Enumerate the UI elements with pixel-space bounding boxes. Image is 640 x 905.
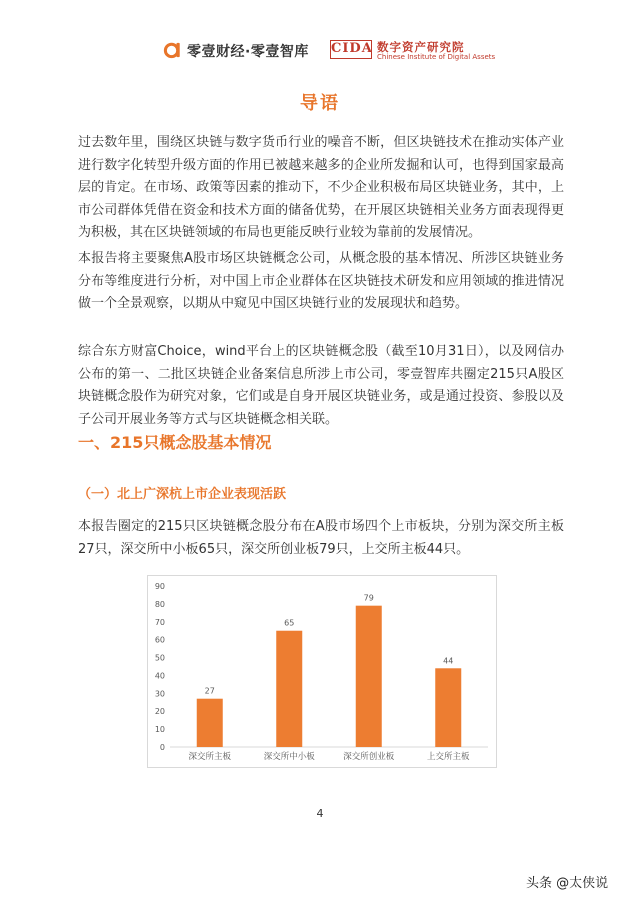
intro-paragraph-3: 综合东方财富Choice，wind平台上的区块链概念股（截至10月31日），以及网信办公布的第一、二批区块链企业备案信息所涉上市公司，零壹智库共圈定215只A股区块链概念股作为研究对象，它们或是自身开展区块链业务，或是通过投资、参股以及子公司开展业务等方式与区块链概念相关联。	[78, 344, 564, 427]
y-tick-label: 70	[154, 617, 165, 627]
y-tick-label: 30	[154, 689, 165, 699]
x-tick-label: 深交所主板	[188, 752, 232, 762]
bar	[197, 699, 223, 747]
cida-name-cn: 数字资产研究院	[377, 40, 465, 54]
x-tick-label: 上交所主板	[426, 752, 470, 762]
bar-chart	[148, 576, 496, 767]
section-paragraph: 本报告圈定的215只区块链概念股分布在A股市场四个上市板块，分别为深交所主板27只，深交所中小板65只，深交所创业板79只，上交所主板44只。	[78, 519, 564, 557]
zero-one-logo-icon	[163, 40, 182, 59]
data-label: 27	[204, 686, 215, 696]
page-number: 4	[316, 807, 324, 820]
subsection-heading: （一）北上广深杭上市企业表现活跃	[78, 487, 287, 502]
chart-frame	[147, 575, 497, 768]
cida-logo: CIDA	[330, 40, 372, 59]
y-tick-label: 60	[154, 635, 165, 645]
intro-paragraph-2: 本报告将主要聚焦A股市场区块链概念公司，从概念股的基本情况、所涉区块链业务分布等维度进行分析，对中国上市企业群体在区块链技术研发和应用领域的推进情况做一个全景观察，以期从中窥见中国区块链行业的发展现状和趋势。	[78, 251, 564, 311]
y-tick-label: 10	[154, 725, 165, 735]
x-tick-label: 深交所创业板	[343, 752, 395, 762]
page-header	[0, 40, 640, 62]
brand-name: 零壹财经·零壹智库	[187, 44, 309, 60]
y-tick-label: 40	[154, 671, 165, 681]
y-tick-label: 50	[154, 653, 165, 663]
x-tick-label: 深交所中小板	[263, 752, 315, 762]
bar	[435, 668, 461, 747]
y-tick-label: 80	[154, 599, 165, 609]
y-tick-label: 20	[154, 707, 165, 717]
page-title: 导语	[300, 93, 340, 114]
y-tick-label: 0	[159, 743, 165, 752]
cida-name-en: Chinese Institute of Digital Assets	[377, 53, 496, 61]
section-heading: 一、215只概念股基本情况	[78, 433, 272, 452]
data-label: 65	[284, 618, 295, 628]
y-tick-label: 90	[154, 582, 165, 591]
watermark: 头条 @太侠说	[526, 876, 609, 891]
data-label: 79	[363, 593, 374, 603]
data-label: 44	[443, 656, 454, 666]
bar	[356, 606, 382, 747]
intro-paragraph-1: 过去数年里，围绕区块链与数字货币行业的噪音不断，但区块链技术在推动实体产业进行数字化转型升级方面的作用已被越来越多的企业所发掘和认可，也得到国家最高层的肯定。在市场、政策等因素的推动下，不少企业积极布局区块链业务，其中，上市公司群体凭借在资金和技术方面的储备优势，在开展区块链相关业务方面表现得更为积极，其在区块链领域的布局也更能反映行业较为靠前的发展情况。	[78, 135, 564, 240]
bar	[276, 631, 302, 747]
